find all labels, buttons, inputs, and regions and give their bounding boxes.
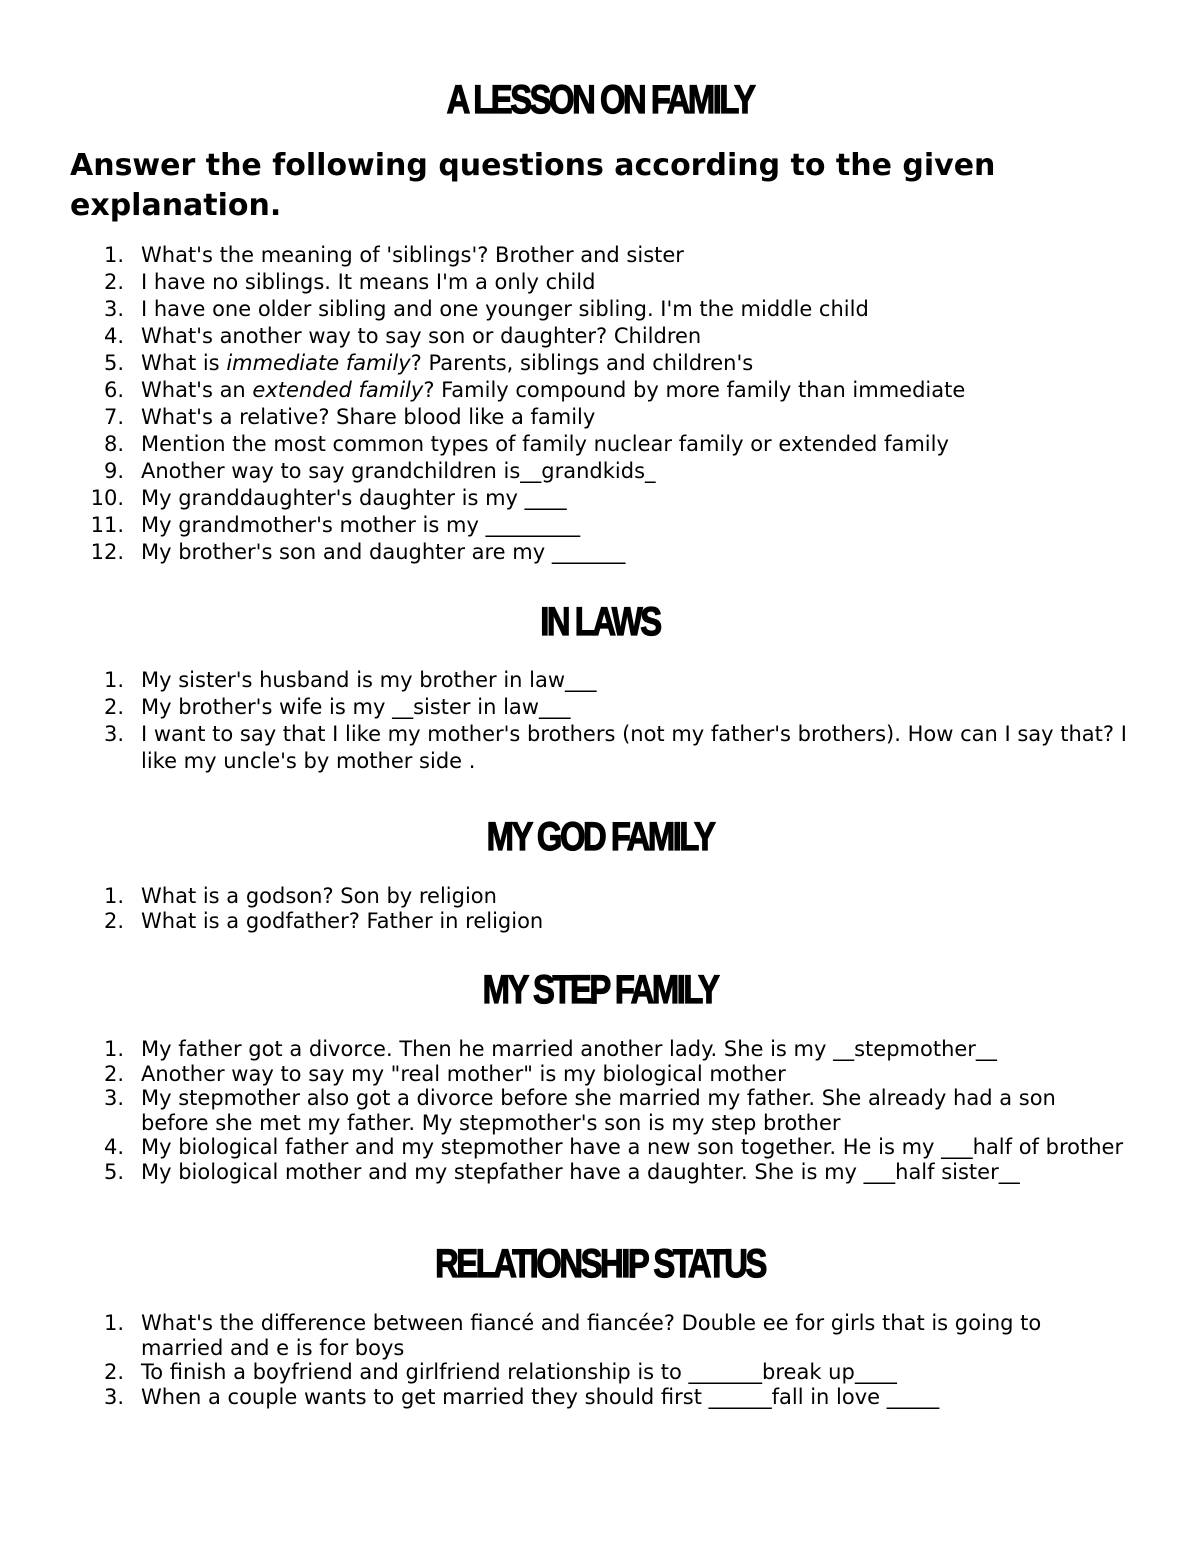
list-item: 3. I have one older sibling and one younger sibling. I'm the middle child	[103, 297, 869, 321]
list-item: 3. My stepmother also got a divorce before she married my father. She already had a son before she met my father. My stepmother's son is my step brother	[103, 1086, 1056, 1135]
list-item: 2. My brother's wife is my __sister in law___	[103, 695, 571, 719]
list-item: 9. Another way to say grandchildren is__grandkids_	[103, 459, 656, 483]
list-item: 2. To finish a boyfriend and girlfriend relationship is to _______break up____	[103, 1360, 897, 1384]
list-item: 10. My granddaughter's daughter is my ____	[90, 486, 567, 510]
page-title: A LESSON ON FAMILY	[446, 78, 754, 122]
section-heading-in-laws: IN LAWS	[540, 600, 660, 644]
section-heading-step-family: MY STEP FAMILY	[482, 968, 718, 1012]
list-item: 5. My biological mother and my stepfather have a daughter. She is my ___half sister__	[103, 1159, 1020, 1184]
list-item: 2. Another way to say my "real mother" is my biological mother	[103, 1061, 786, 1086]
list-item: 6. What's an extended family? Family compound by more family than immediate	[103, 378, 966, 402]
step-family-question-list	[0, 1037, 1200, 1184]
list-item: 2. What is a godfather? Father in religion	[103, 908, 544, 933]
list-item: 1. What is a godson? Son by religion	[103, 884, 497, 908]
list-item: 4. What's another way to say son or daughter? Children	[103, 324, 702, 348]
section-heading-relationship-status: RELATIONSHIP STATUS	[435, 1242, 765, 1286]
list-item: 1. What's the difference between fiancé and fiancée? Double ee for girls that is going to married and e is for boys	[103, 1311, 1042, 1360]
god-family-question-list	[0, 884, 1200, 933]
list-item: 5. What is immediate family? Parents, siblings and children's	[103, 351, 754, 375]
list-item: 3. I want to say that I like my mother's brothers (not my father's brothers). How can I say that? I like my uncle's by mother side .	[103, 722, 1127, 773]
relationship-question-list	[0, 1311, 1200, 1409]
list-item: 3. When a couple wants to get married they should first ______fall in love _____	[103, 1384, 940, 1409]
section-heading-god-family: MY GOD FAMILY	[486, 815, 714, 859]
instruction-text: Answer the following questions according to the given explanation.	[70, 148, 996, 223]
list-item: 1. What's the meaning of 'siblings'? Brother and sister	[103, 243, 684, 267]
list-item: 12. My brother's son and daughter are my _______	[90, 540, 626, 564]
list-item: 4. My biological father and my stepmother have a new son together. He is my ___half of brother	[103, 1135, 1124, 1159]
list-item: 2. I have no siblings. It means I'm a only child	[103, 270, 596, 294]
list-item: 11. My grandmother's mother is my _________	[90, 513, 581, 537]
family-question-list	[0, 242, 1200, 566]
list-item: 7. What's a relative? Share blood like a family	[103, 405, 596, 429]
list-item: 1. My father got a divorce. Then he married another lady. She is my __stepmother__	[103, 1037, 997, 1061]
in-laws-question-list	[0, 667, 1200, 775]
list-item: 1. My sister's husband is my brother in law___	[103, 668, 597, 692]
list-item: 8. Mention the most common types of family nuclear family or extended family	[103, 432, 949, 456]
